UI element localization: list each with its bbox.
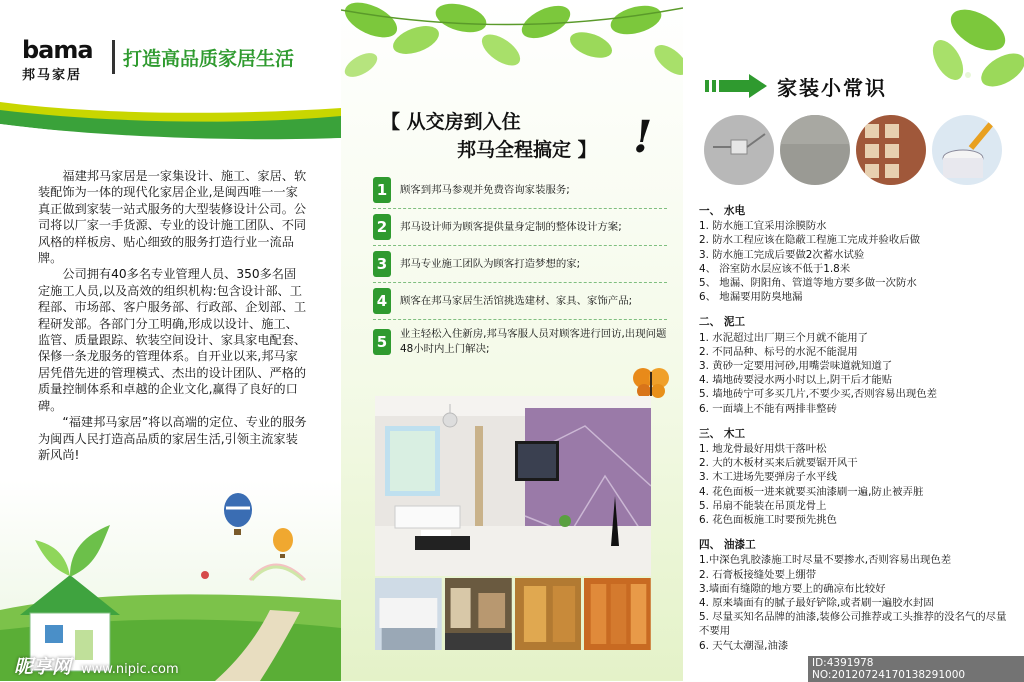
tip-item: 3.墙面有缝隙的地方要上的确凉布比较好 xyxy=(699,582,886,595)
process-step xyxy=(373,320,667,364)
step-text: 顾客到邦马参观并免费咨询家装服务; xyxy=(400,183,570,196)
tips-panel xyxy=(683,0,1024,681)
tip-item: 1. 地龙骨最好用烘干落叶松 xyxy=(699,443,827,456)
process-step xyxy=(373,246,667,283)
company-panel xyxy=(0,0,341,681)
brand-logo xyxy=(22,38,102,83)
tip-item: 3. 黄砂一定要用河砂,用嘴尝味道就知道了 xyxy=(699,360,893,373)
green-house-landscape-illustration xyxy=(0,480,341,681)
tips-section-masonry xyxy=(699,315,1015,415)
tip-item: 5、 地漏、阴阳角、管道等地方要多做一次防水 xyxy=(699,277,917,290)
leaves-decoration xyxy=(918,0,1024,110)
step-text: 顾客在邦马家居生活馆挑选建材、家具、家饰产品; xyxy=(400,294,633,307)
tips-photo-row xyxy=(703,114,1003,188)
green-swoosh-decoration xyxy=(0,88,341,148)
showroom-photo xyxy=(375,578,442,650)
showroom-thumbnails xyxy=(375,578,651,650)
tip-item: 5. 墙地砖宁可多买几片,不要少买,否则容易出现色差 xyxy=(699,388,938,401)
tips-section-carpentry xyxy=(699,427,1015,527)
tip-item: 6. 花色面板施工时要预先挑色 xyxy=(699,514,837,527)
logo-text-en: bama xyxy=(22,36,93,64)
wood-shelf-photo xyxy=(855,114,927,186)
process-headline xyxy=(381,108,597,164)
tips-section-heading: 三、 木工 xyxy=(699,427,746,440)
step-text: 业主轻松入住新房,邦马客服人员对顾客进行回访,出现问题48小时内上门解决; xyxy=(400,328,667,355)
intro-paragraph: 公司拥有40多名专业管理人员、350多名固定施工人员,以及高效的组织机构:包含设计部、工程部、市场部、客户服务部、行政部、企划部、工程研发部。各部门分工明确,形成以设计、施工、监管、质量跟踪、软装空间设计、家具家电配套、保修一条龙服务的管理体系。自开业以来,邦马家居凭借先进的管理模式、杰出的设计团队、严格的质量控制体系和卓越的企业文化,赢得了良好的口碑。 xyxy=(38,267,307,413)
step-number: 4 xyxy=(373,288,391,314)
electrical-wall-photo xyxy=(703,114,775,186)
step-text: 邦马专业施工团队为顾客打造梦想的家; xyxy=(400,257,581,270)
process-steps-list xyxy=(373,172,667,364)
cement-wall-photo xyxy=(779,114,851,186)
watermark-image-id: ID:4391978 NO:20120724170138291000 xyxy=(808,656,1024,682)
company-introduction xyxy=(38,168,308,463)
showroom-photo xyxy=(584,578,651,650)
tip-item: 4. 花色面板一进来就要买油漆刷一遍,防止被弄脏 xyxy=(699,485,924,498)
showroom-photo xyxy=(515,578,582,650)
headline-line-2: 邦马全程搞定 】 xyxy=(457,139,597,161)
tip-item: 5. 尽量买知名品牌的油漆,装修公司推荐或工头推荐的没名气的尽量不要用 xyxy=(699,611,1007,638)
tips-section-heading: 四、 油漆工 xyxy=(699,539,756,552)
showroom-photo xyxy=(445,578,512,650)
tip-item: 4. 原来墙面有的腻子最好铲除,或者刷一遍胶水封固 xyxy=(699,597,934,610)
watermark-brand: 昵享网 xyxy=(14,656,72,678)
tips-section-painting xyxy=(699,538,1015,653)
living-room-photo xyxy=(375,396,651,576)
brand-slogan: 打造高品质家居生活 xyxy=(123,48,295,70)
tip-item: 2. 防水工程应该在隐蔽工程施工完成并验收后做 xyxy=(699,234,921,247)
tip-item: 3. 木工进场先要弹房子水平线 xyxy=(699,471,837,484)
tip-item: 1. 水泥超过出厂期三个月就不能用了 xyxy=(699,331,869,344)
headline-line-1: 【 从交房到入住 xyxy=(381,111,521,133)
step-number: 2 xyxy=(373,214,391,240)
tips-section-heading: 一、 水电 xyxy=(699,205,746,217)
tips-section-plumbing xyxy=(699,204,1015,304)
exclamation-mark: ! xyxy=(633,112,653,163)
service-process-panel xyxy=(341,0,683,681)
butterfly-icon xyxy=(633,366,669,400)
tip-item: 6. 天气太潮湿,油漆 xyxy=(699,639,789,652)
tip-item: 1.中深色乳胶漆施工时尽量不要掺水,否则容易出现色差 xyxy=(699,554,952,567)
tip-item: 3. 防水施工完成后要做2次蓄水试验 xyxy=(699,248,865,261)
step-number: 1 xyxy=(373,177,391,203)
tips-title: 家装小常识 xyxy=(777,76,887,100)
tip-item: 5. 吊扇不能装在吊顶龙骨上 xyxy=(699,499,827,512)
leaves-decoration xyxy=(341,0,683,95)
process-step xyxy=(373,172,667,209)
process-step xyxy=(373,283,667,320)
site-watermark xyxy=(14,652,179,679)
tip-item: 4、 浴室防水层应该不低于1.8米 xyxy=(699,262,851,275)
watermark-url: www.nipic.com xyxy=(81,662,179,677)
logo-separator xyxy=(112,40,115,74)
process-step xyxy=(373,209,667,246)
tip-item: 2. 不同品种、标号的水泥不能混用 xyxy=(699,345,858,358)
tip-item: 1. 防水施工宜采用涂膜防水 xyxy=(699,220,827,233)
tip-item: 4. 墙地砖要浸水两小时以上,阴干后才能贴 xyxy=(699,374,893,387)
intro-paragraph: 福建邦马家居是一家集设计、施工、家居、软装配饰为一体的现代化家居企业,是闽西唯一一家真正做到家装一站式服务的大型装修设计公司。公司将以厂家一手货源、专业的设计施工团队、不同风格的样板房、贴心细致的服务打造行业一流品牌。 xyxy=(38,169,307,266)
tip-item: 2. 大的木板材买来后就要锯开风干 xyxy=(699,457,858,470)
intro-paragraph: “福建邦马家居”将以高端的定位、专业的服务为闽西人民打造高品质的家居生活,引领主流家装新风尚! xyxy=(38,415,307,462)
tips-sections xyxy=(699,204,1015,664)
step-number: 3 xyxy=(373,251,391,277)
step-number: 5 xyxy=(373,329,391,355)
step-text: 邦马设计师为顾客提供量身定制的整体设计方案; xyxy=(400,220,622,233)
paint-bucket-photo xyxy=(931,114,1003,186)
tip-item: 6、 地漏要用防臭地漏 xyxy=(699,291,803,304)
logo-text-cn: 邦马家居 xyxy=(22,68,83,83)
tip-item: 6. 一面墙上不能有两排非整砖 xyxy=(699,402,837,415)
arrow-right-icon xyxy=(705,74,767,98)
tips-section-heading: 二、 泥工 xyxy=(699,316,746,329)
tip-item: 2. 石膏板接缝处要上绷带 xyxy=(699,568,817,581)
